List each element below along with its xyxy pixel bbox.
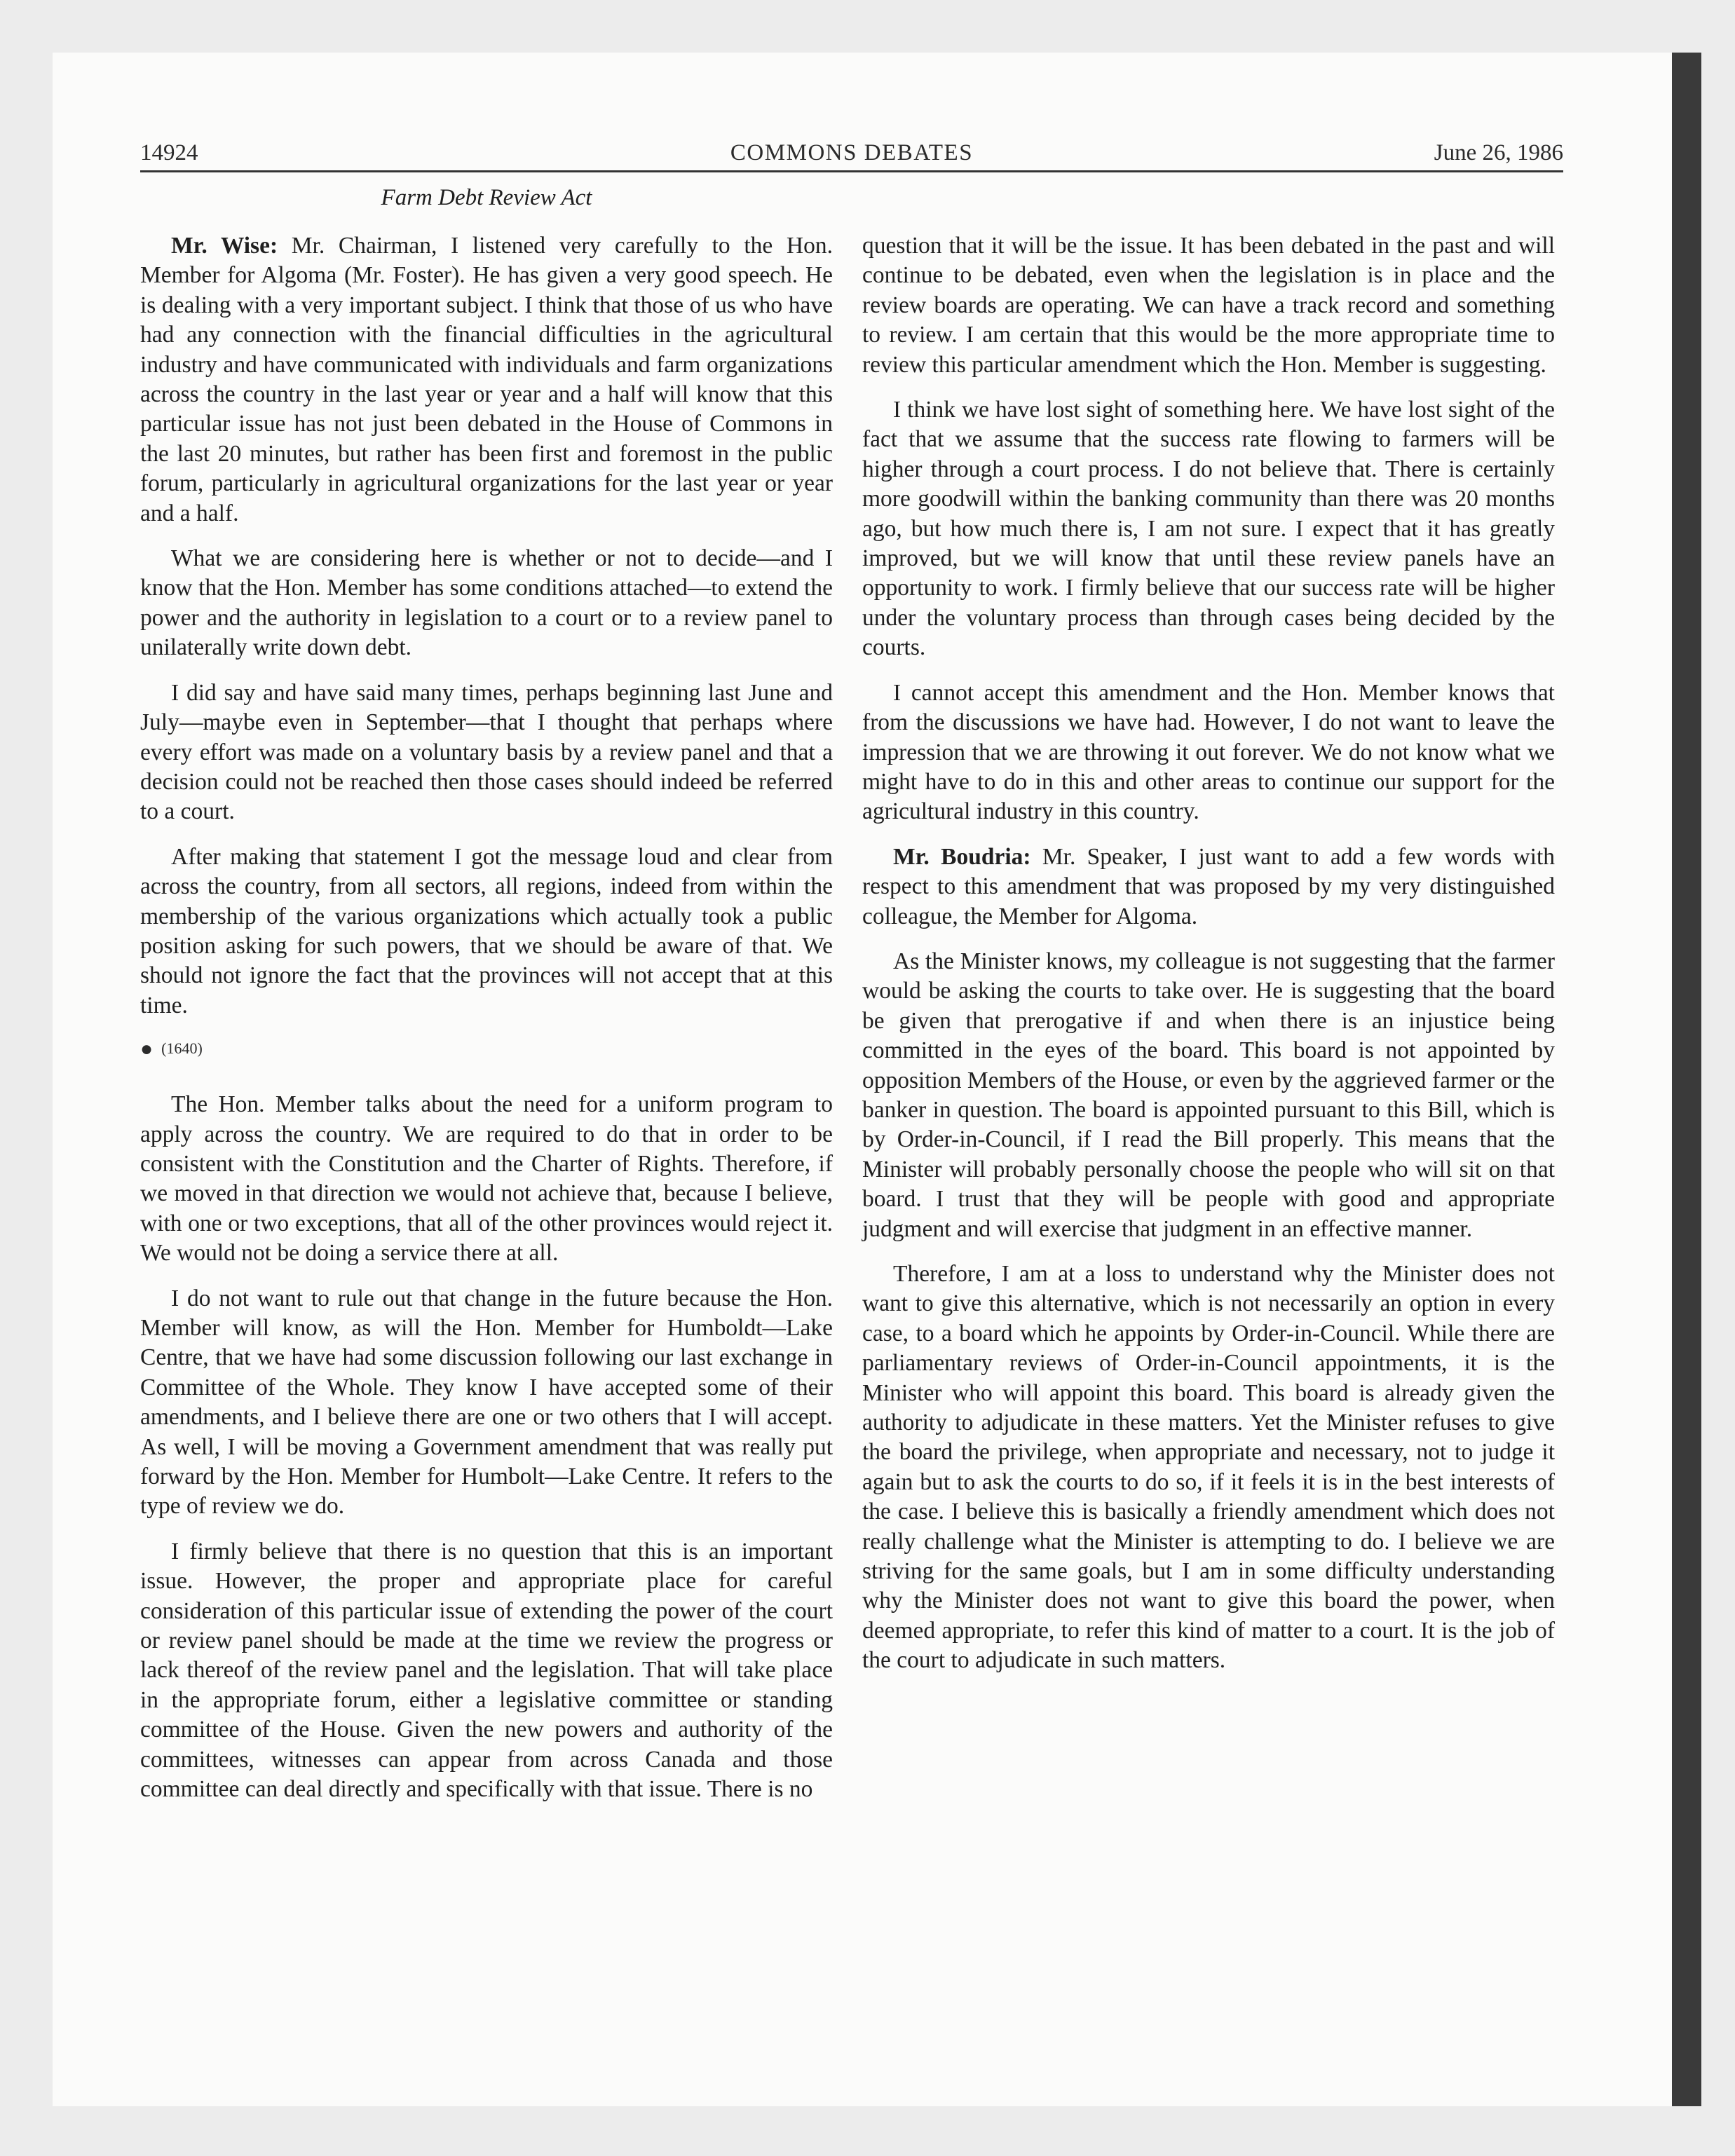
paragraph (140, 231, 833, 528)
time-marker-text: (1640) (161, 1039, 203, 1058)
paragraph: As the Minister knows, my colleague is not suggesting that the farmer would be asking the courts to take over. He is suggesting that the board be given that prerogative if and when there is an injustice being committed in the eyes of the board. This board is not appointed by opposition Members of the House, or even by the aggrieved farmer or the banker in question. The board is appointed pursuant to this Bill, which is by Order-in-Council, if I read the Bill properly. This means that the Minister will probably personally choose the people who will sit on that board. I trust that they will be people with good and appropriate judgment and will exercise that judgment in an effective manner. (862, 948, 1555, 1242)
header-rule (140, 170, 1563, 172)
paragraph: What we are considering here is whether or not to decide—and I know that the Hon. Member has some conditions attached—to extend the power and the authority in legislation to a court or to a review panel to unilaterally write down debt. (140, 545, 833, 661)
bullet-icon: ● (140, 1037, 154, 1061)
paragraph: I did say and have said many times, perhaps beginning last June and July—maybe even in September—that I thought that perhaps where every effort was made on a voluntary basis by a review panel and that a decision could not be reached then those cases should indeed be referred to a court. (140, 679, 833, 825)
page-number: 14924 (140, 140, 198, 165)
paragraph (862, 842, 1555, 932)
paragraph: I think we have lost sight of something here. We have lost sight of the fact that we assume that the success rate flowing to farmers will be higher through a court process. I do not believe that. There is certainly more goodwill within the banking community than there was 20 months ago, but how much there is, I am not sure. I expect that it has greatly improved, but we will know that until these review panels have an opportunity to work. I firmly believe that our success rate will be higher under the voluntary process than through cases being decided by the courts. (862, 397, 1555, 661)
speaker-name: Mr. Boudria: (893, 843, 1031, 870)
paragraph: After making that statement I got the message loud and clear from across the country, from all sectors, all regions, indeed from within the membership of the various organizations which actually took a public position asking for such powers, that we should be aware of that. We should not ignore the fact that the provinces will not accept that at this time. (140, 843, 833, 1018)
speech-text: Mr. Chairman, I listened very carefully to the Hon. Member for Algoma (Mr. Foster). He has given a very good speech. He is dealing with a very important subject. I think that those of us who have had any connection with the financial difficulties in the agricultural industry and have communicated with individuals and farm organizations across the country in the last year or year and a half will know that this particular issue has not just been debated in the House of Commons in the last 20 minutes, but rather has been first and foremost in the public forum, particularly in agricultural organizations for the last year or year and a half. (140, 233, 833, 526)
publication-title: COMMONS DEBATES (730, 140, 974, 165)
scan-binding-edge (1672, 53, 1701, 2106)
paragraph: Therefore, I am at a loss to understand why the Minister does not want to give this alternative, which is not necessarily an option in every case, to a board which he appoints by Order-in-Council. While there are parliamentary reviews of Order-in-Council appointments, it is the Minister who will appoint this board. This board is already given the authority to adjudicate in these matters. Yet the Minister refuses to give the board the privilege, when appropriate and necessary, not to judge it again but to ask the courts to do so, if it feels it is in the best interests of the case. I believe this is basically a friendly amendment which does not really challenge what the Minister is attempting to do. I believe we are striving for the same goals, but I am in some difficulty understanding why the Minister does not want to give this board the power, when deemed appropriate, to refer this kind of matter to a court. It is the job of the court to adjudicate in such matters. (862, 1261, 1555, 1674)
right-column (862, 231, 1555, 1691)
paragraph: I do not want to rule out that change in the future because the Hon. Member will know, as will the Hon. Member for Humboldt—Lake Centre, that we have had some discussion following our last exchange in Committee of the Whole. They know I have accepted some of their amendments, and I believe there are one or two others that I will accept. As well, I will be moving a Government amendment that was really put forward by the Hon. Member for Humbolt—Lake Centre. It refers to the type of review we do. (140, 1285, 833, 1520)
speaker-name: Mr. Wise: (171, 233, 278, 259)
left-column (140, 231, 833, 1820)
paragraph: question that it will be the issue. It has been debated in the past and will continue to be debated, even when the legislation is in place and the review boards are operating. We can have a track record and something to review. I am certain that this would be the more appropriate time to review this particular amendment which the Hon. Member is suggesting. (862, 233, 1555, 378)
section-subtitle: Farm Debt Review Act (381, 185, 592, 210)
publication-date: June 26, 1986 (1434, 140, 1563, 165)
time-marker (140, 1036, 833, 1062)
paragraph: I firmly believe that there is no question that this is an important issue. However, the proper and appropriate place for careful consideration of this particular issue of extending the power of the court or review panel should be made at the time we review the progress or lack thereof of the review panel and the legislation. That will take place in the appropriate forum, either a legislative committee or standing committee of the House. Given the new powers and authority of the committees, witnesses can appear from across Canada and those committee can deal directly and specifically with that issue. There is no (140, 1538, 833, 1803)
paragraph: I cannot accept this amendment and the Hon. Member knows that from the discussions we have had. However, I do not want to leave the impression that we are throwing it out forever. We do not know what we might have to do in this and other areas to continue our support for the agricultural industry in this country. (862, 679, 1555, 825)
paragraph: The Hon. Member talks about the need for a uniform program to apply across the country. We are required to do that in order to be consistent with the Constitution and the Charter of Rights. Therefore, if we moved in that direction we would not achieve that, because I believe, with one or two exceptions, that all of the other provinces would reject it. We would not be doing a service there at all. (140, 1091, 833, 1267)
running-header (140, 137, 1563, 169)
speech-text: Mr. Speaker, I just want to add a few words with respect to this amendment that was proposed by my very distinguished colleague, the Member for Algoma. (862, 843, 1555, 929)
